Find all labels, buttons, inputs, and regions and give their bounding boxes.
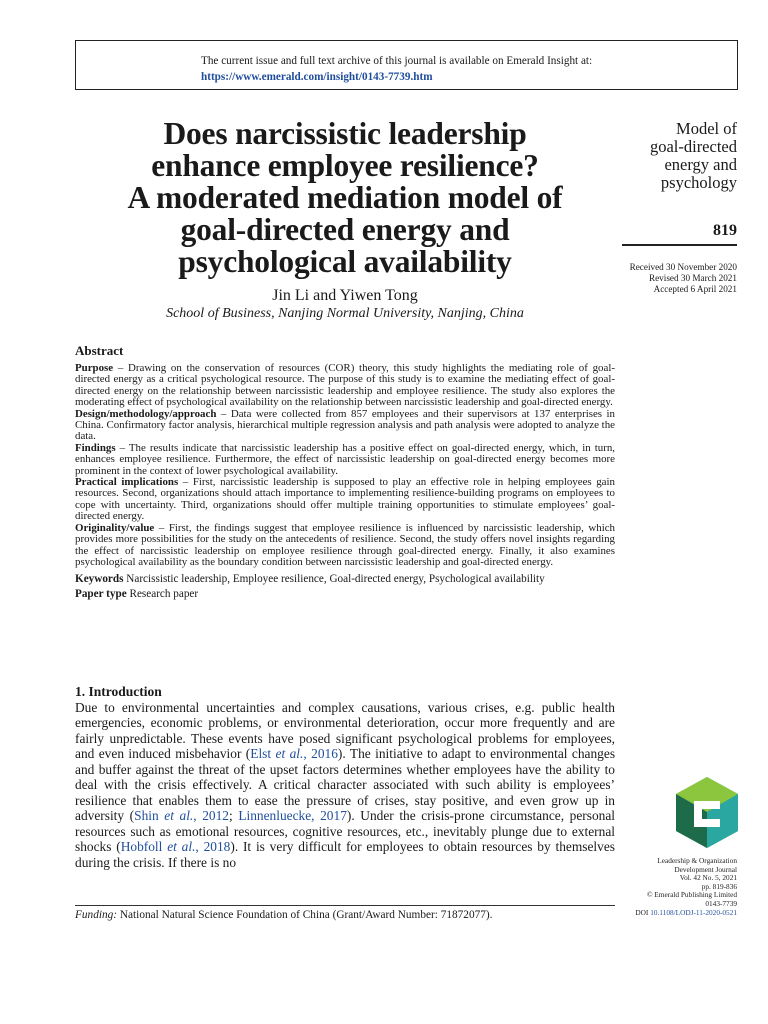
- accepted-date: Accepted 6 April 2021: [653, 284, 737, 294]
- received-date: Received 30 November 2020: [629, 262, 737, 272]
- article-title: [80, 118, 610, 278]
- journal-name-cont: Development Journal: [674, 864, 737, 874]
- running-title: [610, 120, 737, 192]
- title-line: A moderated mediation model of: [127, 180, 563, 215]
- running-title-line: goal-directed: [649, 137, 737, 156]
- authors: Jin Li and Yiwen Tong: [272, 287, 418, 304]
- journal-url-link[interactable]: https://www.emerald.com/insight/0143-7739.htm: [201, 71, 433, 83]
- affiliation: School of Business, Nanjing Normal University, Nanjing, China: [166, 306, 524, 321]
- title-line: goal-directed energy and: [180, 212, 510, 247]
- introduction-section: [75, 684, 615, 870]
- abstract-heading: Abstract: [75, 343, 124, 358]
- issn: 0143-7739: [705, 898, 737, 908]
- volume-issue: Vol. 42 No. 5, 2021: [679, 873, 737, 883]
- abstract-implications: Practical implications – First, narcissistic leadership is supposed to play an effective role in helping employees gain resources. Second, organizations should attach importance to implementing resilience-building programs on employees to cope with uncertainty. Third, organizations should offer multiple training opportunities to stimulate employees’ goal-directed energy.: [75, 476, 615, 523]
- title-line: Does narcissistic leadership: [163, 116, 527, 151]
- journal-access-banner: [75, 40, 738, 90]
- article-dates: [610, 262, 737, 295]
- journal-name: Leadership & Organization: [657, 856, 737, 865]
- abstract-findings: Findings – The results indicate that narcissistic leadership has a positive effect on goal-directed energy, which, in turn, enhances employee resilience. Furthermore, the effect of narcissistic leadership on goal-directed energy becomes more prominent in the context of lower psychological availability.: [75, 441, 615, 477]
- banner-text: The current issue and full text archive of this journal is available on Emerald Insight at:: [201, 55, 593, 67]
- copyright: © Emerald Publishing Limited: [646, 890, 737, 900]
- running-title-line: Model of: [676, 119, 737, 138]
- abstract-design: Design/methodology/approach – Data were collected from 857 employees and their supervisors at 137 enterprises in China. Confirmatory factor analysis, hierarchical multiple regression analysis and path analysis were adopted to analyze the data.: [75, 407, 615, 443]
- citation-link[interactable]: Linnenluecke, 2017: [238, 808, 347, 824]
- citation-link[interactable]: Hobfoll et al., 2018: [120, 839, 231, 855]
- emerald-publishing-logo: [672, 775, 742, 850]
- journal-info: [606, 857, 737, 917]
- sidebar-divider: [622, 244, 737, 246]
- citation-link[interactable]: Shin et al., 2012: [134, 808, 229, 824]
- paper-type: Paper type Research paper: [75, 588, 199, 601]
- title-line: psychological availability: [178, 244, 512, 279]
- page-range: pp. 819-836: [701, 881, 737, 891]
- running-title-line: psychology: [660, 173, 737, 192]
- title-line: enhance employee resilience?: [151, 148, 539, 183]
- keywords: Keywords Narcissistic leadership, Employee resilience, Goal-directed energy, Psychological availability: [75, 573, 545, 586]
- section-heading: 1. Introduction: [75, 684, 162, 699]
- funding-footnote: Funding: National Natural Science Foundation of China (Grant/Award Number: 71872077).: [75, 909, 493, 921]
- abstract-originality: Originality/value – First, the findings suggest that employee resilience is influenced by narcissistic leadership, which provides more possibilities for the study on the antecedents of resilience. Second, the study offers novel insights regarding the effect of narcissistic leadership on employee resilience through goal-directed energy. Finally, it also examines psychological availability as the boundary condition between narcissistic leadership and goal-directed energy.: [75, 521, 615, 568]
- page-number: 819: [713, 222, 737, 239]
- abstract: [75, 344, 615, 601]
- running-title-line: energy and: [664, 155, 737, 174]
- abstract-purpose: Purpose – Drawing on the conservation of resources (COR) theory, this study highlights the mediating role of goal-directed energy as a critical psychological resource. The purpose of this study is to examine the mediating effect of goal-directed energy on the relationship between narcissistic leadership and employee resilience. The study also explores the moderating effect of psychological availability on the relationship between narcissistic leadership and goal-directed energy.: [75, 362, 615, 409]
- footnote-divider: [75, 905, 615, 906]
- citation-link[interactable]: Elst et al., 2016: [250, 746, 338, 762]
- intro-paragraph: Due to environmental uncertainties and complex causations, various crises, e.g. public health emergencies, economic problems, or environmental deterioration, occur more frequently and are fairly unpredictable. These events have posed significant psychological problems for employees, and even induced misbehavior (Elst et al., 2016). The initiative to adapt to environmental changes and buffer against the threat of the upset factors determines whether employees have the ability to deal with the crisis effectively. A critical character associated with such ability is employees’ resilience that enables them to ease the pressure of crises, stay positive, and even grow up in adversity (Shin et al., 2012; Linnenluecke, 2017). Under the crisis-prone circumstance, personal resources such as emotional resources, cognitive resources, etc., inevitably plunge due to external shocks (Hobfoll et al., 2018). It is very difficult for employees to obtain resources by themselves during the crisis. If there is no: [75, 700, 616, 870]
- revised-date: Revised 30 March 2021: [648, 273, 737, 283]
- doi-line: DOI 10.1108/LODJ-11-2020-0521: [635, 907, 737, 917]
- doi-link[interactable]: 10.1108/LODJ-11-2020-0521: [650, 907, 737, 917]
